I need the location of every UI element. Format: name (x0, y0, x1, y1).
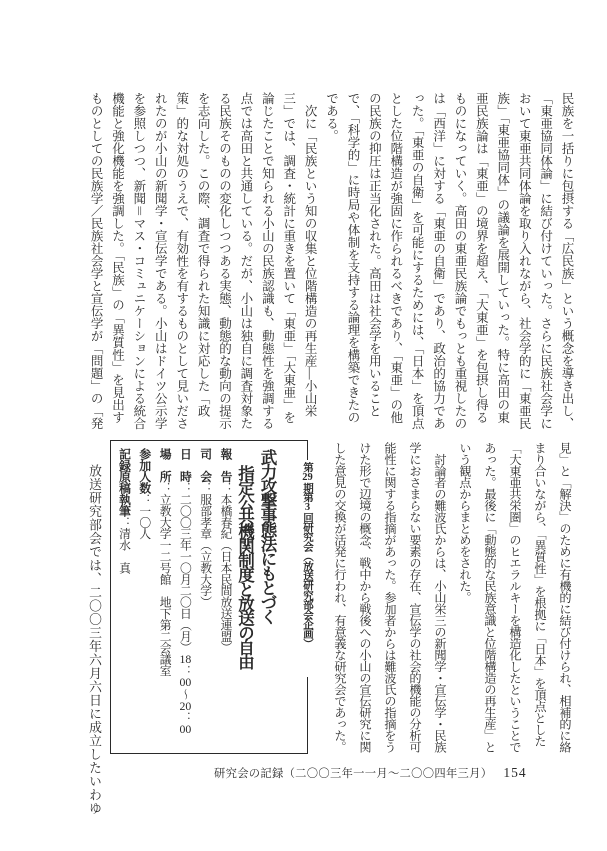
text-column: は「西洋」に対する「東亜の自衛」であり、政治的協力であ (431, 92, 446, 430)
text-column: 点では高田と共通している。だが、小山は独自に調査対象た (238, 92, 253, 430)
detail-separator: ： (117, 516, 132, 528)
detail-separator: ： (137, 493, 152, 506)
detail-separator: ： (178, 482, 193, 494)
detail-row-recorder (114, 448, 134, 735)
text-column: 「東亜協同体論」に結び付けていった。さらに民族社会学に (538, 92, 553, 430)
text-column: れたのが小山の新聞学・宣伝学である。小山はドイツ公示学 (153, 92, 168, 430)
text-column: 討論者の難波氏からは、小山栄三の新聞学・宣伝学・民族 (433, 442, 447, 753)
detail-row-datetime (175, 448, 195, 735)
text-column: 三」では、調査・統計に重きを置いて「東亜」「大東亜」を (281, 92, 296, 424)
session-title-line: 指定公共機関制度と放送の自由 (235, 465, 255, 668)
detail-row-speaker (216, 448, 236, 735)
session-details (114, 448, 236, 735)
session-title (233, 449, 278, 668)
detail-row-place (155, 448, 175, 735)
text-column: の民族の抑圧は正当化された。高田は社会学を用いること (367, 92, 382, 417)
session-header: 第29期第3回研究会（放送研究部会企画） (302, 462, 313, 648)
text-column: である。 (324, 92, 339, 142)
detail-separator: ： (158, 482, 173, 494)
text-column: 機能と強化機能を強調した。「民族」の「異質性」を見出す (110, 92, 125, 424)
page-number: 154 (503, 765, 527, 780)
text-column: 見」と「解決」のために有機的に結び付けられ、相補的に絡 (558, 442, 572, 753)
text-column: 策」的な対処のうえで、有効性を有するものとして見いださ (174, 92, 189, 430)
text-column: 学におさまらない要素の存在、宣伝学の社会的機能の分析可 (408, 442, 422, 753)
detail-label: 場 所 (158, 448, 173, 483)
detail-row-chair (195, 448, 215, 735)
detail-label: 日 時 (178, 448, 193, 483)
box-rule-bottom-tick (307, 677, 309, 753)
page-footer (214, 765, 527, 781)
article-body-bottom-band (327, 442, 577, 754)
text-column: おいて東亜共同体論を取り入れながら、社会学的に「東亜民 (517, 92, 532, 430)
detail-label: 参加人数 (137, 448, 152, 494)
text-column: 「大東亜共栄圏」のヒエラルキーを構造化したということで (508, 442, 522, 753)
text-column: 族」「東亜協同体」の議論を展開していった。特に高田の東 (495, 92, 510, 424)
detail-value: 二〇〇三年一〇月二〇日（月）18：00～20：00 (178, 493, 193, 735)
box-rule-top-tick (307, 441, 309, 460)
text-column: を志向した。この際、調査で得られた知識に対応した「政 (196, 92, 211, 417)
detail-value: 立教大学一二号館 地下第二会議室 (158, 493, 173, 677)
text-column: った。「東亜の自衛」を可能にするためには、「日本」を頂点 (410, 92, 425, 430)
text-column: した意見の交換が活発に行われ、有意義な研究会であった。 (333, 442, 347, 753)
detail-value: 清水 真 (117, 527, 132, 574)
text-column: ものとしての民族学／民族社会学と宣伝学が「問題」の「発 (89, 92, 104, 430)
text-column: あった。最後に「動態的な民族意識と位階構造の再生産」と (483, 442, 497, 753)
detail-value: 服部孝章（立教大学） (198, 493, 213, 608)
session-title-line: 武力攻撃事態法にもとづく (258, 449, 277, 623)
detail-row-attendance (135, 448, 155, 735)
detail-value: 一〇人 (137, 505, 152, 540)
text-column: 論じたことで知られる小山の民族認識も、動態性を強調する (260, 92, 275, 430)
text-column: まり合いながら、「異質性」を根拠に「日本」を頂点とした (533, 442, 547, 747)
detail-label: 司 会 (198, 448, 213, 483)
text-column: を参照しつつ、新聞＝マス・コミュニケーションによる統合 (131, 92, 146, 430)
detail-value: 本橋春紀（日本民間放送連盟） (219, 493, 233, 654)
text-column: 次に「民族という知の収集と位階構造の再生産―小山栄 (303, 92, 318, 417)
text-column: けた形で辺境の概念、戦中から戦後への小山の宣伝研究に関 (358, 442, 372, 753)
detail-label: 報 告 (219, 448, 233, 483)
text-column: る民族そのものの変化しつつある実態、動態的な動向の提示 (217, 92, 232, 430)
text-column: とした位階構造が強固に作られるべきであり、「東亜」の他 (388, 92, 403, 424)
session-info-box (110, 440, 313, 754)
detail-label: 記録原稿執筆 (117, 448, 132, 517)
detail-separator: ： (219, 482, 233, 494)
text-column: 民族を一括りに包摂する「広民族」という概念を導き出し、 (560, 92, 574, 430)
detail-separator: ： (198, 482, 213, 494)
article-body-top-band (85, 92, 577, 432)
text-column: ものになっていく。高田の東亜民族論でもっとも重視したの (452, 92, 467, 430)
text-column: 能性に関する指摘があった。参加者からは難波氏の指摘をう (383, 442, 397, 753)
new-article-first-column: 放送研究部会では、二〇〇三年六月六日に成立したいわゆ (87, 464, 101, 815)
text-column: 亜民族論は「東亜」の境界を超え、「大東亜」を包摂し得る (474, 92, 489, 424)
text-column: で、「科学的」に時局や体制を支持する論理を構築できたの (345, 92, 360, 424)
running-title: 研究会の記録（二〇〇三年一一月～二〇〇四年三月） (214, 768, 493, 780)
text-column: いう観点からまとめをされた。 (458, 442, 472, 603)
